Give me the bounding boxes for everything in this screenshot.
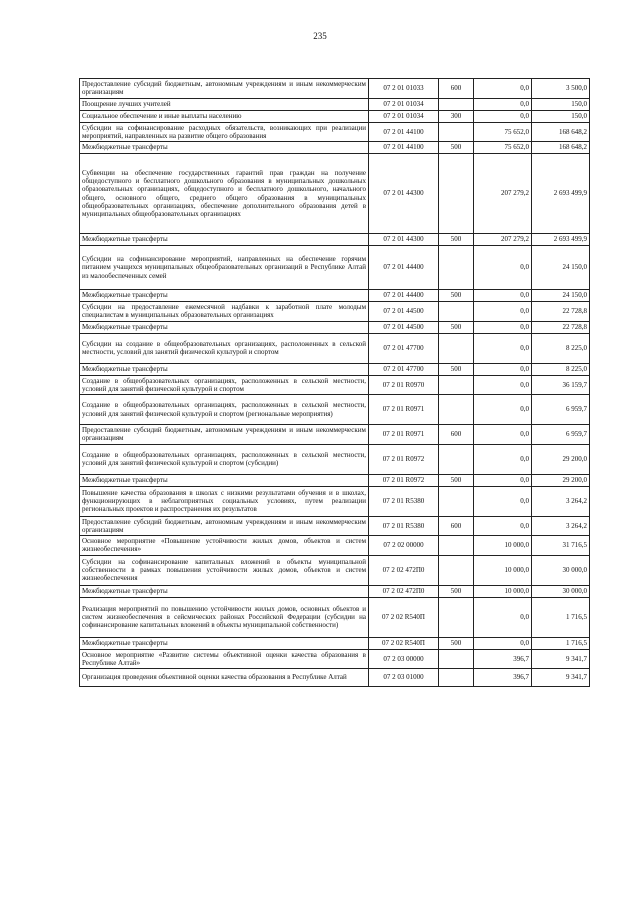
row-name-cell: Предоставление субсидий бюджетным, автономным учреждениям и иным некоммерческим организациям [80,425,369,445]
row-amount-1-cell: 0,0 [474,363,532,375]
table-row [80,290,590,302]
row-vr-cell: 600 [439,79,474,99]
row-amount-1-cell: 0,0 [474,98,532,110]
row-name-cell: Субвенции на обеспечение государственных гарантий прав граждан на получение общедоступного и бесплатного дошкольного образования в муниципальных дошкольных образовательных организациях, общедоступного и бесплатного дошкольного, начального общего, основного общего, среднего общего образования в муниципальных общеобразовательных организациях, обеспечение дополнительного образования детей в муниципальных общеобразовательных организациях [80,154,369,234]
row-vr-cell [439,122,474,142]
table-row [80,122,590,142]
row-vr-cell [439,486,474,516]
row-amount-1-cell: 0,0 [474,321,532,333]
row-amount-1-cell: 0,0 [474,444,532,474]
table-row [80,246,590,290]
row-csr-cell: 07 2 01 44500 [369,321,439,333]
row-csr-cell: 07 2 01 44400 [369,246,439,290]
row-amount-2-cell: 3 500,0 [532,79,590,99]
table-row [80,154,590,234]
row-vr-cell: 500 [439,637,474,649]
row-name-cell: Предоставление субсидий бюджетным, автономным учреждениям и иным некоммерческим организациям [80,79,369,99]
row-csr-cell: 07 2 01 47700 [369,333,439,363]
table-row [80,375,590,395]
row-amount-1-cell: 0,0 [474,375,532,395]
row-amount-1-cell: 207 279,2 [474,154,532,234]
row-csr-cell: 07 2 01 44100 [369,142,439,154]
row-csr-cell: 07 2 01 R0970 [369,375,439,395]
table-row [80,234,590,246]
page-number: 235 [313,31,327,41]
row-amount-1-cell: 396,7 [474,649,532,669]
row-amount-2-cell: 6 959,7 [532,395,590,425]
row-amount-1-cell: 0,0 [474,110,532,122]
row-vr-cell [439,302,474,322]
table-row [80,536,590,556]
row-amount-2-cell: 9 341,7 [532,649,590,669]
table-row [80,486,590,516]
row-amount-2-cell: 29 200,0 [532,474,590,486]
row-csr-cell: 07 2 01 47700 [369,363,439,375]
row-amount-2-cell: 8 225,0 [532,363,590,375]
row-amount-1-cell: 0,0 [474,302,532,322]
row-vr-cell: 500 [439,585,474,597]
row-amount-2-cell: 30 000,0 [532,585,590,597]
row-csr-cell: 07 2 01 01034 [369,110,439,122]
row-csr-cell: 07 2 01 44500 [369,302,439,322]
row-vr-cell [439,555,474,585]
table-row [80,395,590,425]
row-vr-cell [439,246,474,290]
row-amount-2-cell: 168 648,2 [532,142,590,154]
row-amount-2-cell: 22 728,8 [532,302,590,322]
table-row [80,474,590,486]
table-row [80,363,590,375]
row-name-cell: Организация проведения объективной оценки качества образования в Республике Алтай [80,669,369,687]
row-csr-cell: 07 2 01 44300 [369,234,439,246]
row-vr-cell [439,649,474,669]
row-name-cell: Межбюджетные трансферты [80,142,369,154]
row-amount-2-cell: 29 200,0 [532,444,590,474]
row-amount-2-cell: 36 159,7 [532,375,590,395]
row-amount-1-cell: 0,0 [474,486,532,516]
row-vr-cell: 500 [439,142,474,154]
row-amount-1-cell: 207 279,2 [474,234,532,246]
row-name-cell: Межбюджетные трансферты [80,637,369,649]
row-csr-cell: 07 2 01 R0972 [369,474,439,486]
row-name-cell: Межбюджетные трансферты [80,585,369,597]
row-amount-1-cell: 75 652,0 [474,142,532,154]
table-row [80,142,590,154]
row-amount-1-cell: 396,7 [474,669,532,687]
row-amount-1-cell: 10 000,0 [474,555,532,585]
row-amount-1-cell: 0,0 [474,597,532,637]
table-row [80,669,590,687]
row-csr-cell: 07 2 02 R540П [369,637,439,649]
row-name-cell: Субсидии на софинансирование капитальных вложений в объекты муниципальной собственности в рамках повышения устойчивости жилых домов, объектов и систем жизнеобеспечения [80,555,369,585]
row-amount-1-cell: 0,0 [474,290,532,302]
row-vr-cell: 500 [439,474,474,486]
row-name-cell: Создание в общеобразовательных организациях, расположенных в сельской местности, условий для занятий физической культурой и спортом (региональные мероприятия) [80,395,369,425]
row-vr-cell: 500 [439,234,474,246]
table-row [80,516,590,536]
row-name-cell: Межбюджетные трансферты [80,234,369,246]
row-vr-cell: 500 [439,363,474,375]
row-csr-cell: 07 2 03 01000 [369,669,439,687]
row-amount-2-cell: 22 728,8 [532,321,590,333]
row-csr-cell: 07 2 01 01033 [369,79,439,99]
row-amount-2-cell: 1 716,5 [532,597,590,637]
row-vr-cell: 600 [439,425,474,445]
table-row [80,585,590,597]
table-row [80,555,590,585]
table-row [80,333,590,363]
row-amount-2-cell: 24 150,0 [532,246,590,290]
row-amount-1-cell: 10 000,0 [474,585,532,597]
row-csr-cell: 07 2 03 00000 [369,649,439,669]
row-name-cell: Субсидии на софинансирование мероприятий, направленных на обеспечение горячим питанием учащихся муниципальных общеобразовательных организаций в Республике Алтай из малообеспеченных семей [80,246,369,290]
row-amount-2-cell: 24 150,0 [532,290,590,302]
row-vr-cell [439,98,474,110]
row-vr-cell [439,333,474,363]
row-amount-1-cell: 0,0 [474,516,532,536]
row-csr-cell: 07 2 01 R5380 [369,486,439,516]
table-row [80,321,590,333]
row-vr-cell [439,444,474,474]
row-vr-cell: 600 [439,516,474,536]
row-vr-cell: 500 [439,321,474,333]
row-name-cell: Повышение качества образования в школах с низкими результатами обучения и в школах, функционирующих в неблагоприятных социальных условиях, путем реализации региональных проектов и распространения их результатов [80,486,369,516]
row-vr-cell [439,154,474,234]
row-csr-cell: 07 2 02 472П0 [369,555,439,585]
row-csr-cell: 07 2 01 R5380 [369,516,439,536]
row-name-cell: Предоставление субсидий бюджетным, автономным учреждениям и иным некоммерческим организациям [80,516,369,536]
table-row [80,302,590,322]
row-name-cell: Межбюджетные трансферты [80,474,369,486]
table-row [80,98,590,110]
row-amount-1-cell: 0,0 [474,395,532,425]
row-csr-cell: 07 2 01 44300 [369,154,439,234]
table-row [80,649,590,669]
row-amount-1-cell: 10 000,0 [474,536,532,556]
row-name-cell: Субсидии на софинансирование расходных обязательств, возникающих при реализации мероприятий, направленных на развитие общего образования [80,122,369,142]
row-name-cell: Межбюджетные трансферты [80,321,369,333]
table-row [80,425,590,445]
row-vr-cell [439,395,474,425]
row-vr-cell [439,669,474,687]
row-amount-2-cell: 1 716,5 [532,637,590,649]
row-csr-cell: 07 2 02 00000 [369,536,439,556]
row-csr-cell: 07 2 01 R0971 [369,395,439,425]
row-vr-cell: 300 [439,110,474,122]
row-amount-1-cell: 0,0 [474,79,532,99]
row-amount-1-cell: 0,0 [474,333,532,363]
table-row [80,79,590,99]
row-amount-2-cell: 168 648,2 [532,122,590,142]
row-amount-2-cell: 3 264,2 [532,516,590,536]
row-amount-2-cell: 3 264,2 [532,486,590,516]
row-name-cell: Поощрение лучших учителей [80,98,369,110]
row-amount-2-cell: 9 341,7 [532,669,590,687]
row-name-cell: Основное мероприятие «Развитие системы объективной оценки качества образования в Республике Алтай» [80,649,369,669]
table-row [80,444,590,474]
row-csr-cell: 07 2 01 R0971 [369,425,439,445]
row-csr-cell: 07 2 01 01034 [369,98,439,110]
row-name-cell: Создание в общеобразовательных организациях, расположенных в сельской местности, условий для занятий физической культурой и спортом [80,375,369,395]
row-csr-cell: 07 2 01 44400 [369,290,439,302]
row-name-cell: Основное мероприятие «Повышение устойчивости жилых домов, объектов и систем жизнеобеспечения» [80,536,369,556]
row-amount-2-cell: 2 693 499,9 [532,234,590,246]
row-name-cell: Субсидии на предоставление ежемесячной надбавки к заработной плате молодым специалистам в муниципальных образовательных организациях [80,302,369,322]
row-amount-1-cell: 0,0 [474,425,532,445]
row-csr-cell: 07 2 02 472П0 [369,585,439,597]
row-amount-1-cell: 0,0 [474,246,532,290]
row-amount-2-cell: 6 959,7 [532,425,590,445]
budget-table [79,78,590,687]
row-amount-2-cell: 150,0 [532,110,590,122]
table-row [80,110,590,122]
row-csr-cell: 07 2 01 44100 [369,122,439,142]
row-amount-2-cell: 8 225,0 [532,333,590,363]
row-name-cell: Субсидии на создание в общеобразовательных организациях, расположенных в сельской местности, условий для занятий физической культурой и спортом [80,333,369,363]
table-row [80,637,590,649]
table-row [80,597,590,637]
row-amount-2-cell: 31 716,5 [532,536,590,556]
row-vr-cell [439,375,474,395]
row-name-cell: Создание в общеобразовательных организациях, расположенных в сельской местности, условий для занятий физической культурой и спортом (субсидии) [80,444,369,474]
row-amount-1-cell: 0,0 [474,637,532,649]
row-amount-2-cell: 30 000,0 [532,555,590,585]
row-vr-cell: 500 [439,290,474,302]
row-amount-1-cell: 75 652,0 [474,122,532,142]
row-amount-1-cell: 0,0 [474,474,532,486]
row-name-cell: Реализация мероприятий по повышению устойчивости жилых домов, основных объектов и систем жизнеобеспечения в сейсмических районах Российской Федерации (субсидии на софинансирование капитальных вложений в объекты муниципальной собственности) [80,597,369,637]
row-amount-2-cell: 2 693 499,9 [532,154,590,234]
row-vr-cell [439,536,474,556]
row-vr-cell [439,597,474,637]
row-name-cell: Социальное обеспечение и иные выплаты населению [80,110,369,122]
budget-table-body [80,79,590,687]
row-name-cell: Межбюджетные трансферты [80,290,369,302]
row-amount-2-cell: 150,0 [532,98,590,110]
row-csr-cell: 07 2 02 R540П [369,597,439,637]
row-name-cell: Межбюджетные трансферты [80,363,369,375]
row-csr-cell: 07 2 01 R0972 [369,444,439,474]
